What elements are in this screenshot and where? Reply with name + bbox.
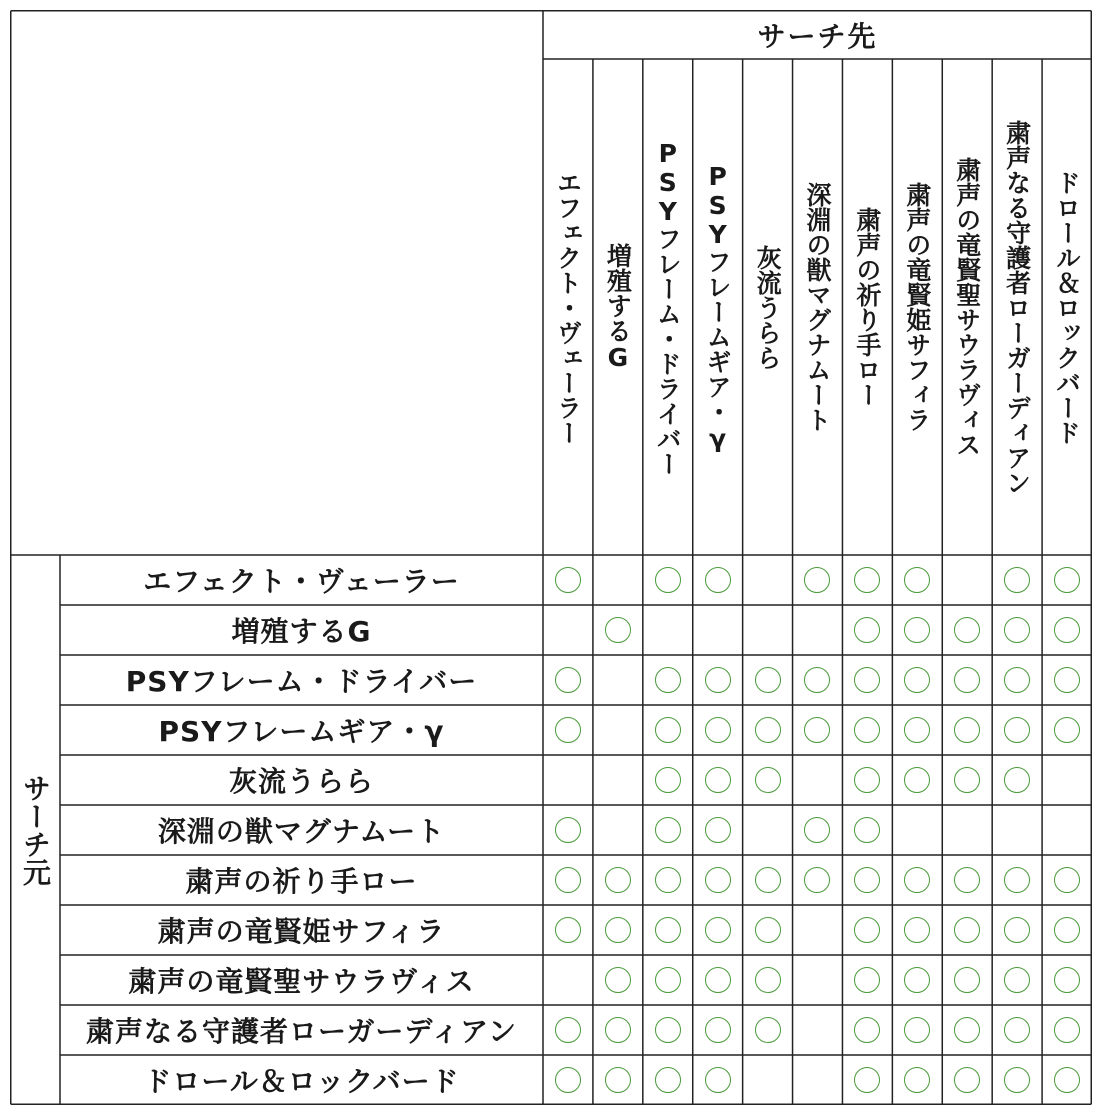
column-group-header: サーチ先 — [757, 19, 878, 53]
searchable-mark-icon — [954, 767, 980, 793]
searchable-mark-icon — [555, 667, 581, 693]
searchable-mark-icon — [1004, 1067, 1030, 1093]
searchable-mark-icon — [904, 867, 930, 893]
matrix-cell — [593, 655, 643, 705]
matrix-cell — [1042, 805, 1092, 855]
matrix-cell — [593, 755, 643, 805]
matrix-cell — [942, 555, 992, 605]
searchable-mark-icon — [755, 767, 781, 793]
matrix-cell — [543, 1055, 593, 1105]
matrix-cell — [593, 555, 643, 605]
matrix-cell — [892, 855, 942, 905]
searchable-mark-icon — [1054, 967, 1080, 993]
searchable-mark-icon — [755, 867, 781, 893]
searchable-mark-icon — [655, 767, 681, 793]
row-header-card: 粛声の竜賢姫サフィラ — [157, 915, 446, 948]
matrix-cell — [892, 605, 942, 655]
searchable-mark-icon — [655, 1067, 681, 1093]
searchable-mark-icon — [605, 967, 631, 993]
matrix-cell — [1042, 855, 1092, 905]
matrix-cell — [992, 955, 1042, 1005]
searchable-mark-icon — [904, 1067, 930, 1093]
matrix-cell — [693, 805, 743, 855]
searchable-mark-icon — [904, 967, 930, 993]
matrix-cell — [892, 1055, 942, 1105]
row-header-card: 深淵の獣マグナムート — [157, 815, 446, 848]
row-header-card: ドロール＆ロックバード — [143, 1065, 460, 1098]
searchable-mark-icon — [1004, 1017, 1030, 1043]
matrix-cell — [793, 755, 843, 805]
matrix-cell — [942, 655, 992, 705]
matrix-cell — [693, 705, 743, 755]
matrix-cell — [643, 755, 693, 805]
searchable-mark-icon — [655, 567, 681, 593]
row-header-card: PSYフレームギア・γ — [158, 715, 445, 748]
matrix-cell — [643, 555, 693, 605]
matrix-cell — [842, 755, 892, 805]
matrix-cell — [793, 855, 843, 905]
matrix-cell — [693, 955, 743, 1005]
matrix-cell — [892, 1005, 942, 1055]
matrix-cell — [693, 1055, 743, 1105]
matrix-cell — [992, 555, 1042, 605]
searchable-mark-icon — [1054, 917, 1080, 943]
matrix-cell — [1042, 1005, 1092, 1055]
matrix-cell — [593, 705, 643, 755]
searchable-mark-icon — [854, 967, 880, 993]
searchable-mark-icon — [1054, 567, 1080, 593]
matrix-cell — [593, 905, 643, 955]
matrix-cell — [743, 605, 793, 655]
searchable-mark-icon — [555, 1067, 581, 1093]
matrix-cell — [793, 705, 843, 755]
matrix-cell — [992, 805, 1042, 855]
searchable-mark-icon — [755, 1017, 781, 1043]
row-header-card: 粛声の祈り手ロー — [185, 865, 418, 898]
column-header-card: 粛声なる守護者ローガーディアン — [1002, 119, 1032, 495]
matrix-cell — [743, 655, 793, 705]
matrix-cell — [1042, 905, 1092, 955]
searchable-mark-icon — [555, 567, 581, 593]
matrix-cell — [543, 1005, 593, 1055]
searchable-mark-icon — [705, 717, 731, 743]
matrix-cell — [892, 705, 942, 755]
searchable-mark-icon — [1054, 717, 1080, 743]
matrix-cell — [992, 905, 1042, 955]
matrix-cell — [942, 755, 992, 805]
searchable-mark-icon — [605, 917, 631, 943]
searchable-mark-icon — [555, 867, 581, 893]
searchable-mark-icon — [655, 817, 681, 843]
searchable-mark-icon — [755, 917, 781, 943]
searchable-mark-icon — [1004, 767, 1030, 793]
matrix-cell — [643, 1005, 693, 1055]
matrix-cell — [543, 805, 593, 855]
searchable-mark-icon — [854, 917, 880, 943]
matrix-cell — [793, 805, 843, 855]
matrix-cell — [793, 905, 843, 955]
matrix-cell — [593, 1055, 643, 1105]
matrix-cell — [992, 655, 1042, 705]
matrix-cell — [593, 955, 643, 1005]
matrix-cell — [543, 755, 593, 805]
searchable-mark-icon — [1004, 717, 1030, 743]
searchable-mark-icon — [904, 617, 930, 643]
searchable-mark-icon — [854, 667, 880, 693]
matrix-cell — [793, 605, 843, 655]
searchable-mark-icon — [605, 617, 631, 643]
searchable-mark-icon — [804, 717, 830, 743]
matrix-cell — [842, 555, 892, 605]
searchable-mark-icon — [954, 967, 980, 993]
searchable-mark-icon — [854, 1067, 880, 1093]
searchable-mark-icon — [705, 1067, 731, 1093]
matrix-cell — [743, 905, 793, 955]
column-header-card: PSYフレームギア・γ — [703, 161, 733, 453]
searchable-mark-icon — [1054, 1017, 1080, 1043]
row-header-card: 灰流うらら — [228, 765, 374, 798]
matrix-cell — [1042, 955, 1092, 1005]
matrix-cell — [942, 1055, 992, 1105]
searchable-mark-icon — [804, 667, 830, 693]
column-header-card: ドロール＆ロックバード — [1052, 169, 1082, 445]
matrix-cell — [643, 705, 693, 755]
row-header-card: PSYフレーム・ドライバー — [125, 665, 478, 698]
matrix-cell — [693, 1005, 743, 1055]
searchable-mark-icon — [555, 917, 581, 943]
matrix-cell — [743, 755, 793, 805]
searchable-mark-icon — [605, 1067, 631, 1093]
searchable-mark-icon — [854, 817, 880, 843]
matrix-cell — [593, 805, 643, 855]
matrix-cell — [842, 855, 892, 905]
matrix-cell — [992, 705, 1042, 755]
matrix-cell — [842, 805, 892, 855]
matrix-cell — [892, 555, 942, 605]
searchable-mark-icon — [705, 667, 731, 693]
column-header-card: 粛声の祈り手ロー — [852, 207, 882, 407]
searchable-mark-icon — [1054, 617, 1080, 643]
matrix-cell — [543, 705, 593, 755]
matrix-cell — [793, 1055, 843, 1105]
searchable-mark-icon — [954, 867, 980, 893]
column-header-card: 灰流うらら — [753, 244, 783, 370]
matrix-cell — [942, 855, 992, 905]
matrix-cell — [543, 555, 593, 605]
row-header-card: 粛声の竜賢聖サウラヴィス — [128, 965, 475, 998]
matrix-cell — [992, 605, 1042, 655]
matrix-cell — [643, 955, 693, 1005]
searchable-mark-icon — [854, 567, 880, 593]
searchable-mark-icon — [854, 867, 880, 893]
searchable-mark-icon — [705, 867, 731, 893]
matrix-cell — [842, 705, 892, 755]
searchable-mark-icon — [804, 567, 830, 593]
matrix-cell — [1042, 705, 1092, 755]
searchable-mark-icon — [655, 917, 681, 943]
matrix-cell — [743, 805, 793, 855]
searchable-mark-icon — [1004, 967, 1030, 993]
matrix-cell — [992, 1055, 1042, 1105]
matrix-cell — [942, 605, 992, 655]
searchable-mark-icon — [655, 717, 681, 743]
matrix-cell — [693, 555, 743, 605]
matrix-cell — [793, 1005, 843, 1055]
searchable-mark-icon — [555, 717, 581, 743]
row-header-card: 粛声なる守護者ローガーディアン — [85, 1015, 518, 1048]
matrix-cell — [543, 605, 593, 655]
column-header-card: 粛声の竜賢姫サフィラ — [902, 182, 932, 432]
searchable-mark-icon — [904, 1017, 930, 1043]
matrix-cell — [643, 855, 693, 905]
matrix-cell — [1042, 555, 1092, 605]
matrix-cell — [842, 905, 892, 955]
searchable-mark-icon — [1004, 867, 1030, 893]
matrix-cell — [743, 555, 793, 605]
matrix-cell — [892, 905, 942, 955]
searchable-mark-icon — [1054, 867, 1080, 893]
matrix-cell — [693, 855, 743, 905]
matrix-cell — [842, 605, 892, 655]
searchable-mark-icon — [854, 717, 880, 743]
column-header-card: 深淵の獣マグナムート — [802, 182, 832, 432]
searchable-mark-icon — [904, 717, 930, 743]
searchable-mark-icon — [954, 1017, 980, 1043]
matrix-cell — [892, 655, 942, 705]
searchable-mark-icon — [1054, 667, 1080, 693]
searchable-mark-icon — [804, 817, 830, 843]
matrix-cell — [543, 855, 593, 905]
matrix-cell — [793, 955, 843, 1005]
matrix-cell — [793, 555, 843, 605]
searchable-mark-icon — [954, 1067, 980, 1093]
matrix-cell — [643, 805, 693, 855]
matrix-cell — [842, 1055, 892, 1105]
searchable-mark-icon — [605, 1017, 631, 1043]
matrix-cell — [942, 955, 992, 1005]
matrix-cell — [643, 605, 693, 655]
searchable-mark-icon — [755, 667, 781, 693]
matrix-cell — [693, 655, 743, 705]
matrix-cell — [842, 655, 892, 705]
matrix-cell — [1042, 605, 1092, 655]
matrix-cell — [942, 1005, 992, 1055]
matrix-cell — [743, 955, 793, 1005]
searchable-mark-icon — [854, 617, 880, 643]
searchable-mark-icon — [705, 767, 731, 793]
searchable-mark-icon — [655, 1017, 681, 1043]
matrix-cell — [942, 905, 992, 955]
searchable-mark-icon — [1004, 617, 1030, 643]
searchable-mark-icon — [954, 667, 980, 693]
matrix-cell — [643, 905, 693, 955]
matrix-cell — [1042, 1055, 1092, 1105]
searchable-mark-icon — [1004, 567, 1030, 593]
searchable-mark-icon — [705, 1017, 731, 1043]
matrix-cell — [1042, 755, 1092, 805]
searchable-mark-icon — [1004, 917, 1030, 943]
matrix-cell — [643, 655, 693, 705]
matrix-cell — [842, 955, 892, 1005]
matrix-cell — [992, 755, 1042, 805]
column-header-card: PSYフレーム・ドライバー — [653, 138, 683, 476]
searchable-mark-icon — [1054, 1067, 1080, 1093]
searchable-mark-icon — [655, 967, 681, 993]
search-matrix-table — [10, 10, 1092, 1105]
matrix-cell — [643, 1055, 693, 1105]
searchable-mark-icon — [854, 767, 880, 793]
searchable-mark-icon — [705, 817, 731, 843]
column-header-card: 増殖するG — [603, 242, 633, 372]
searchable-mark-icon — [655, 667, 681, 693]
searchable-mark-icon — [904, 567, 930, 593]
searchable-mark-icon — [705, 967, 731, 993]
searchable-mark-icon — [904, 767, 930, 793]
matrix-cell — [593, 855, 643, 905]
matrix-cell — [892, 805, 942, 855]
matrix-cell — [543, 955, 593, 1005]
matrix-cell — [892, 755, 942, 805]
matrix-cell — [593, 605, 643, 655]
row-header-card: 増殖するG — [231, 615, 372, 648]
matrix-cell — [992, 1005, 1042, 1055]
matrix-cell — [543, 655, 593, 705]
matrix-cell — [743, 705, 793, 755]
matrix-cell — [543, 905, 593, 955]
matrix-cell — [842, 1005, 892, 1055]
searchable-mark-icon — [854, 1017, 880, 1043]
searchable-mark-icon — [904, 917, 930, 943]
column-header-card: エフェクト・ヴェーラー — [553, 169, 583, 445]
row-header-card: エフェクト・ヴェーラー — [143, 565, 460, 598]
matrix-cell — [1042, 655, 1092, 705]
row-group-header: サーチ元 — [19, 774, 52, 886]
searchable-mark-icon — [705, 917, 731, 943]
searchable-mark-icon — [954, 917, 980, 943]
searchable-mark-icon — [804, 867, 830, 893]
matrix-cell — [693, 755, 743, 805]
searchable-mark-icon — [555, 817, 581, 843]
matrix-cell — [942, 805, 992, 855]
matrix-cell — [992, 855, 1042, 905]
searchable-mark-icon — [1004, 667, 1030, 693]
matrix-cell — [793, 655, 843, 705]
matrix-cell — [743, 1005, 793, 1055]
searchable-mark-icon — [954, 717, 980, 743]
searchable-mark-icon — [755, 717, 781, 743]
matrix-cell — [743, 855, 793, 905]
searchable-mark-icon — [755, 967, 781, 993]
matrix-cell — [593, 1005, 643, 1055]
searchable-mark-icon — [954, 617, 980, 643]
searchable-mark-icon — [655, 867, 681, 893]
searchable-mark-icon — [705, 567, 731, 593]
matrix-cell — [892, 955, 942, 1005]
matrix-cell — [743, 1055, 793, 1105]
searchable-mark-icon — [605, 867, 631, 893]
matrix-cell — [942, 705, 992, 755]
searchable-mark-icon — [904, 667, 930, 693]
matrix-cell — [693, 905, 743, 955]
searchable-mark-icon — [555, 1017, 581, 1043]
matrix-cell — [693, 605, 743, 655]
column-header-card: 粛声の竜賢聖サウラヴィス — [952, 157, 982, 457]
